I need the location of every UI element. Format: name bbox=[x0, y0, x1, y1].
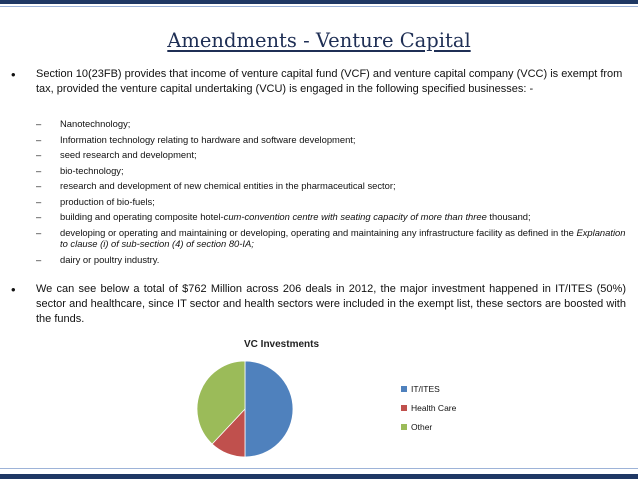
bottom-border-line bbox=[0, 468, 638, 469]
dash-marker: – bbox=[36, 195, 42, 207]
paragraph-section-10: Section 10(23FB) provides that income of venture capital fund (VCF) and venture capital company (VCC) is exempt from tax, provided the venture capital undertaking (VCU) is engaged in the following specified businesses: - bbox=[36, 68, 623, 95]
list-item bbox=[36, 165, 626, 177]
dash-marker: – bbox=[36, 253, 42, 265]
list-item bbox=[36, 149, 626, 161]
list-item bbox=[36, 211, 626, 223]
legend-item bbox=[401, 403, 456, 413]
bullet-point-1: • bbox=[11, 67, 16, 82]
chart-legend bbox=[401, 384, 456, 441]
list-item-text-tail: thousand; bbox=[486, 211, 531, 222]
list-item bbox=[36, 254, 626, 266]
bullet-point-2: • bbox=[11, 282, 16, 297]
specified-businesses-list bbox=[36, 118, 626, 269]
list-item bbox=[36, 134, 626, 146]
chart-title: VC Investments bbox=[244, 339, 320, 350]
dash-marker: – bbox=[36, 133, 42, 145]
bottom-border-bar bbox=[0, 474, 638, 479]
dash-marker: – bbox=[36, 211, 42, 222]
legend-label: IT/ITES bbox=[411, 384, 440, 394]
list-item-text: developing or operating and maintaining or developing, operating and maintaining any infrastructure facility as defined in the bbox=[60, 226, 577, 238]
list-item-text: dairy or poultry industry. bbox=[60, 253, 160, 265]
legend-label: Other bbox=[411, 422, 433, 432]
list-item bbox=[36, 196, 626, 208]
pie-slice-it-ites bbox=[245, 361, 293, 457]
list-item bbox=[36, 180, 626, 192]
legend-item bbox=[401, 384, 456, 394]
legend-swatch bbox=[401, 386, 407, 392]
dash-marker: – bbox=[36, 149, 42, 160]
dash-marker: – bbox=[36, 118, 42, 129]
dash-marker: – bbox=[36, 226, 42, 238]
dash-marker: – bbox=[36, 180, 42, 191]
list-item bbox=[36, 227, 626, 250]
legend-item bbox=[401, 422, 456, 432]
list-item-text: building and operating composite hotel- bbox=[60, 211, 224, 222]
legend-label: Health Care bbox=[411, 403, 457, 413]
top-border-line bbox=[0, 6, 638, 7]
top-border-bar bbox=[0, 0, 638, 4]
list-item-text: research and development of new chemical entities in the pharmaceutical sector; bbox=[60, 180, 396, 191]
list-item-italic-text: Explanation to clause (i) of sub-section (4) of section 80-IA; bbox=[60, 226, 626, 249]
list-item-text: production of bio-fuels; bbox=[60, 195, 155, 207]
list-item-text: bio-technology; bbox=[60, 164, 124, 176]
list-item-text: Nanotechnology; bbox=[60, 118, 131, 129]
list-item-text: Information technology relating to hardware and software development; bbox=[60, 133, 356, 145]
slide-title bbox=[0, 30, 638, 52]
paragraph-investments: We can see below a total of $762 Million across 206 deals in 2012, the major investment happened in IT/ITES (50%) sector and healthcare, since IT sector and health sectors were included in the exempt list, these sectors are boosted with the funds. bbox=[36, 283, 626, 325]
list-item bbox=[36, 118, 626, 130]
list-item-italic-text: cum-convention centre with seating capacity of more than three bbox=[223, 211, 487, 222]
legend-swatch bbox=[401, 405, 407, 411]
pie-chart bbox=[194, 358, 296, 465]
list-item-text: seed research and development; bbox=[60, 149, 197, 160]
pie-chart-svg bbox=[194, 358, 296, 460]
legend-swatch bbox=[401, 424, 407, 430]
dash-marker: – bbox=[36, 164, 42, 176]
slide-title-text: Amendments - Venture Capital bbox=[167, 29, 471, 52]
